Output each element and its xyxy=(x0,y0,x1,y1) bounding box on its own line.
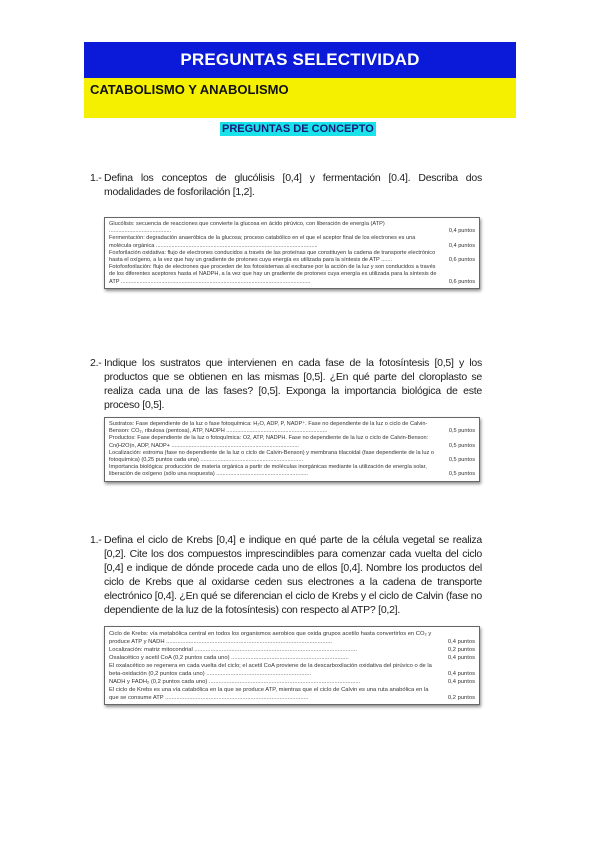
answer-text: Fermentación: degradación anaeróbica de la glucosa; proceso catabólico en el que el aceptor final de los electrones es una molécula orgánica ........................................................................................................ xyxy=(109,235,416,249)
answer-text: Fosforilación oxidativa: flujo de electrones conducidos a través de las proteínas que constituyen la cadena de transporte electrónico hasta el oxígeno, a la vez que hay un gradiente de protones cuya energía es utilizada para la síntesis de ATP ....... xyxy=(109,249,436,264)
answer-points: 0,5 puntos xyxy=(448,442,475,449)
question-number: 1.- xyxy=(90,172,102,184)
answer-text: Localización: matriz mitocondrial ..................................................................................................... xyxy=(109,647,358,653)
question-1 xyxy=(90,171,482,199)
section-title-text: CATABOLISMO Y ANABOLISMO xyxy=(90,82,289,97)
answer-points: 0,4 puntos xyxy=(448,228,475,235)
answer-row xyxy=(109,435,475,449)
answer-box-3 xyxy=(104,626,480,705)
answer-points: 0,6 puntos xyxy=(448,278,475,285)
answer-row xyxy=(109,646,475,654)
answer-points: 0,4 puntos xyxy=(448,242,475,249)
answer-text: El ciclo de Krebs es una vía catabólica en la que se produce ATP, mientras que el ciclo de Calvin es una ruta anabólica en la que se consume ATP ......................................................................................... xyxy=(109,687,429,701)
answer-points: 0,5 puntos xyxy=(448,471,475,478)
answer-row xyxy=(109,221,475,235)
answer-text: Importancia biológica: producción de materia orgánica a partir de moléculas inorgánicas mediante la utilización de energía solar, liberación de oxígeno (sólo una respuesta) ........................................................... xyxy=(109,464,427,478)
answer-text: Localización: estroma (fase no dependiente de la luz o ciclo de Calvin-Benson) y membrana tilacoidal (fase dependiente de la luz o fotoquímica) (0,25 puntos cada una) .................................................................. xyxy=(109,449,434,464)
answer-text: NADH y FADH₂ (0,2 puntos cada uno) .............................................................................................. xyxy=(109,679,361,685)
answer-text: Fotofosforilación: flujo de electrones que proceden de los fotosistemas al excitarse por la acción de la luz y son conducidos a través de los diferentes aceptores hasta el NADPH, a la vez que hay un gradiente de protones cuya energía es utilizada para la síntesis de ATP .......................................................................................................................... xyxy=(109,264,437,285)
answer-row xyxy=(109,421,475,435)
answer-text: Oxalacético y acetil CoA (0,2 puntos cada uno) ......................................................................... xyxy=(109,655,349,661)
page-title: PREGUNTAS SELECTIVIDAD xyxy=(84,42,516,78)
answer-row xyxy=(109,264,475,286)
answer-row xyxy=(109,678,475,686)
question-3 xyxy=(90,533,482,617)
answer-row xyxy=(109,686,475,702)
question-number: 1.- xyxy=(90,534,102,546)
answer-points: 0,4 puntos xyxy=(447,655,475,661)
section-title xyxy=(84,78,516,118)
subheader: PREGUNTAS DE CONCEPTO xyxy=(222,123,374,135)
answer-row xyxy=(109,464,475,478)
answer-text: Sustratos: Fase dependiente de la luz o fase fotoquímica: H₂O, ADP, P, NADP⁺. Fase no dependiente de la luz o ciclo de Calvin-Benson: CO₂, ribulosa (pentosa), ATP, NADPH ................................................................. xyxy=(109,421,428,435)
answer-points: 0,4 puntos xyxy=(447,639,475,645)
answer-row xyxy=(109,662,475,678)
question-text: Defina los conceptos de glucólisis [0,4] y fermentación [0.4]. Describa dos modalidades de fosforilación [1,2]. xyxy=(104,172,482,198)
question-number: 2.- xyxy=(90,357,102,369)
answer-text: Glucólisis: secuencia de reacciones que convierte la glucosa en ácido pirúvico, con liberación de energía (ATP) ........................................ xyxy=(109,221,385,235)
answer-row xyxy=(109,250,475,264)
answer-points: 0,6 puntos xyxy=(448,257,475,264)
answer-text: El oxalacético se regenera en cada vuelta del ciclo; el acetil CoA proviene de la descarboxilación oxidativa del pirúvico o de la beta-oxidación (0,2 puntos cada uno) ................................................................. xyxy=(109,663,432,677)
question-text: Defina el ciclo de Krebs [0,4] e indique en qué parte de la célula vegetal se realiza [0,2]. Cite los dos compuestos imprescindibles para comenzar cada vuelta del ciclo [0,4] e indique de dónde procede cada uno de ellos [0,4]. Nombre los productos del ciclo de Krebs que al oxidarse ceden sus electrones a la cadena de transporte electrónico [0,4]. ¿En qué se diferencian el ciclo de Krebs y el ciclo de Calvin (fase no dependiente de la luz de la fotosíntesis) con respecto al ATP? [0,2]. xyxy=(104,534,482,616)
answer-points: 0,4 puntos xyxy=(447,679,475,685)
answer-points: 0,5 puntos xyxy=(448,457,475,464)
answer-box-1 xyxy=(104,217,480,289)
answer-row xyxy=(109,450,475,464)
question-text: Indique los sustratos que intervienen en cada fase de la fotosíntesis [0,5] y los productos que se obtienen en las mismas [0,5]. ¿En qué parte del cloroplasto se realiza cada una de las fases? [0,5]. Exponga la importancia biológica de este proceso [0,5]. xyxy=(104,357,482,411)
answer-points: 0,5 puntos xyxy=(448,428,475,435)
answer-text: Productos: Fase dependiente de la luz o fotoquímica: O2, ATP, NADPH. Fase no dependiente de la luz o ciclo de Calvin-Benson: Cn(H2O)n, ADP, NADP+ .................................................................................. xyxy=(109,435,429,449)
answer-row xyxy=(109,654,475,662)
answer-points: 0,4 puntos xyxy=(447,671,475,677)
answer-points: 0,2 puntos xyxy=(447,695,475,701)
answer-row xyxy=(109,235,475,249)
answer-points: 0,2 puntos xyxy=(447,647,475,653)
answer-row xyxy=(109,630,475,646)
answer-text: Ciclo de Krebs: vía metabólica central en todos los organismos aerobios que oxida grupos acetilo hasta convertirlos en CO₂ y produce ATP y NADH ....................................................................................................... xyxy=(109,631,432,645)
answer-box-2 xyxy=(104,417,480,482)
question-2 xyxy=(90,356,482,412)
